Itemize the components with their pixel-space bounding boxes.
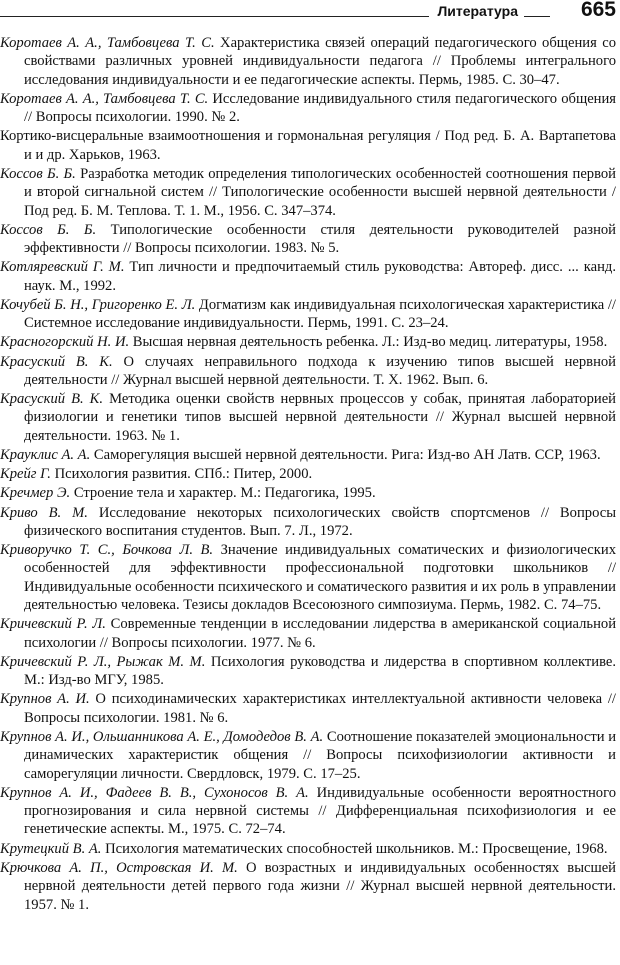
reference-text: О случаях неправильного подхода к изучению типов высшей нервной деятельности // Журнал высшей нервной деятельности. Т. Х. 1962. Вып. 6. (24, 353, 616, 388)
reference-authors: Коссов Б. Б. (0, 165, 76, 182)
reference-authors: Крейг Г. (0, 466, 51, 483)
running-header (0, 0, 620, 28)
reference-entry (0, 90, 616, 127)
reference-text: Значение индивидуальных соматических и физиологических особенностей для эффективности профессиональной подготовки школьников // Индивидуальные особенности психического и соматического развития и их роль в управлении деятельностью человека. Тезисы докладов Всесоюзного симпозиума. Пермь, 1982. С. 74–75. (24, 542, 616, 614)
reference-text: Догматизм как индивидуальная психологическая характеристика // Системное исследование индивидуальности. Пермь, 1991. С. 23–24. (24, 296, 616, 332)
reference-entry (0, 504, 616, 541)
reference-authors: Коротаев А. А., Тамбовцева Т. С. (0, 35, 215, 51)
reference-authors: Коссов Б. Б. (0, 221, 97, 238)
section-title: Литература (429, 0, 524, 22)
reference-authors: Кочубей Б. Н., Григоренко Е. Л. (0, 296, 196, 313)
reference-authors: Крючкова А. П., Островская И. М. (0, 859, 238, 876)
reference-entry (0, 34, 616, 89)
reference-entry (0, 446, 616, 464)
reference-entry (0, 615, 616, 652)
reference-entry (0, 840, 616, 858)
reference-text: О психодинамических характеристиках интеллектуальной активности человека // Вопросы психологии. 1981. № 6. (24, 691, 616, 726)
reference-entry (0, 859, 616, 914)
reference-authors: Крупнов А. И., Ольшанникова А. Е., Домодедов В. А. (0, 728, 324, 745)
reference-entry (0, 541, 616, 614)
reference-authors: Крауклис А. А. (0, 447, 91, 463)
reference-authors: Криво В. М. (0, 504, 88, 521)
reference-entry (0, 653, 616, 690)
reference-authors: Кричевский Р. Л. (0, 616, 106, 633)
reference-list (0, 34, 616, 915)
reference-text: О возрастных и индивидуальных особенностях высшей нервной деятельности детей первого года жизни // Журнал высшей нервной деятельности. 1957. № 1. (24, 859, 616, 913)
reference-text: Саморегуляция высшей нервной деятельности. Рига: Изд-во АН Латв. ССР, 1963. (90, 447, 601, 463)
reference-text: Характеристика связей операций педагогического общения со свойствами различных уровней индивидуальности педагога // Проблемы интегрального исследования индивидуальности и ее педагогические аспекты. Пермь, 1985. С. 30–47. (24, 35, 616, 88)
page-number: 665 (580, 0, 616, 21)
reference-text: Психология математических способностей школьников. М.: Просвещение, 1968. (101, 840, 608, 857)
reference-authors: Красногорский Н. И. (0, 334, 130, 351)
reference-entry (0, 258, 616, 295)
reference-entry (0, 165, 616, 220)
reference-text: Тип личности и предпочитаемый стиль руководства: Автореф. дисс. ... канд. наук. М., 1992. (24, 259, 616, 294)
reference-authors: Крутецкий В. А. (0, 840, 102, 857)
reference-authors: Кричевский Р. Л., Рыжак М. М. (0, 653, 206, 670)
reference-text: Соотношение показателей эмоциональности и динамических характеристик общения // Вопросы психофизиологии активности и саморегуляции личности. Свердловск, 1979. С. 17–25. (24, 728, 617, 782)
reference-authors: Красуский В. К. (0, 353, 113, 370)
reference-authors: Крупнов А. И. (0, 691, 90, 708)
reference-entry (0, 728, 616, 783)
reference-authors: Котляревский Г. М. (0, 259, 125, 276)
reference-text: Индивидуальные особенности вероятностного прогнозирования и сила нервной системы // Дифференциальная психофизиология и ее генетические аспекты. М., 1975. С. 72–74. (24, 784, 616, 838)
reference-text: Современные тенденции в исследовании лидерства в американской социальной психологии // Вопросы психологии. 1977. № 6. (24, 616, 617, 651)
reference-text: Методика оценки свойств нервных процессов у собак, принятая лабораторией физиологии и генетики типов высшей нервной деятельности // Журнал высшей нервной деятельности. 1963. № 1. (24, 391, 616, 444)
reference-text: Психология развития. СПб.: Питер, 2000. (50, 466, 313, 483)
reference-authors: Красуский В. К. (0, 391, 104, 408)
reference-entry (0, 333, 616, 351)
reference-text: Строение тела и характер. М.: Педагогика, 1995. (70, 485, 376, 502)
reference-text: Психология руководства и лидерства в спортивном коллективе. М.: Изд-во МГУ, 1985. (24, 653, 617, 689)
reference-entry (0, 465, 616, 483)
reference-entry (0, 221, 616, 258)
reference-entry (0, 390, 616, 445)
reference-entry (0, 296, 616, 333)
reference-text: Кортико-висцеральные взаимоотношения и гормональная регуляция / Под ред. Б. А. Вартапетова и и др. Харьков, 1963. (0, 128, 616, 163)
reference-text: Исследование некоторых психологических свойств спортсменов // Вопросы физического воспитания студентов. Вып. 7. Л., 1972. (24, 504, 617, 539)
reference-authors: Коротаев А. А., Тамбовцева Т. С. (0, 90, 209, 107)
reference-text: Разработка методик определения типологических особенностей соотношения первой и второй сигнальной систем // Типологические особенности высшей нервной деятельности / Под ред. Б. М. Теплова. Т. 1. М., 1956. С. 347–374. (24, 165, 616, 219)
reference-entry (0, 127, 616, 164)
reference-text: Высшая нервная деятельность ребенка. Л.: Изд-во медиц. литературы, 1958. (129, 334, 608, 351)
reference-text: Исследование индивидуального стиля педагогического общения // Вопросы психологии. 1990. № 2. (24, 90, 616, 126)
reference-entry (0, 784, 616, 839)
reference-entry (0, 690, 616, 727)
reference-authors: Кречмер Э. (0, 485, 71, 502)
reference-entry (0, 353, 616, 390)
reference-authors: Крупнов А. И., Фадеев В. В., Сухоносов В. А. (0, 784, 309, 801)
reference-entry (0, 484, 616, 502)
reference-authors: Криворучко Т. С., Бочкова Л. В. (0, 542, 214, 559)
reference-text: Типологические особенности стиля деятельности руководителей разной эффективности // Вопросы психологии. 1983. № 5. (24, 221, 616, 257)
